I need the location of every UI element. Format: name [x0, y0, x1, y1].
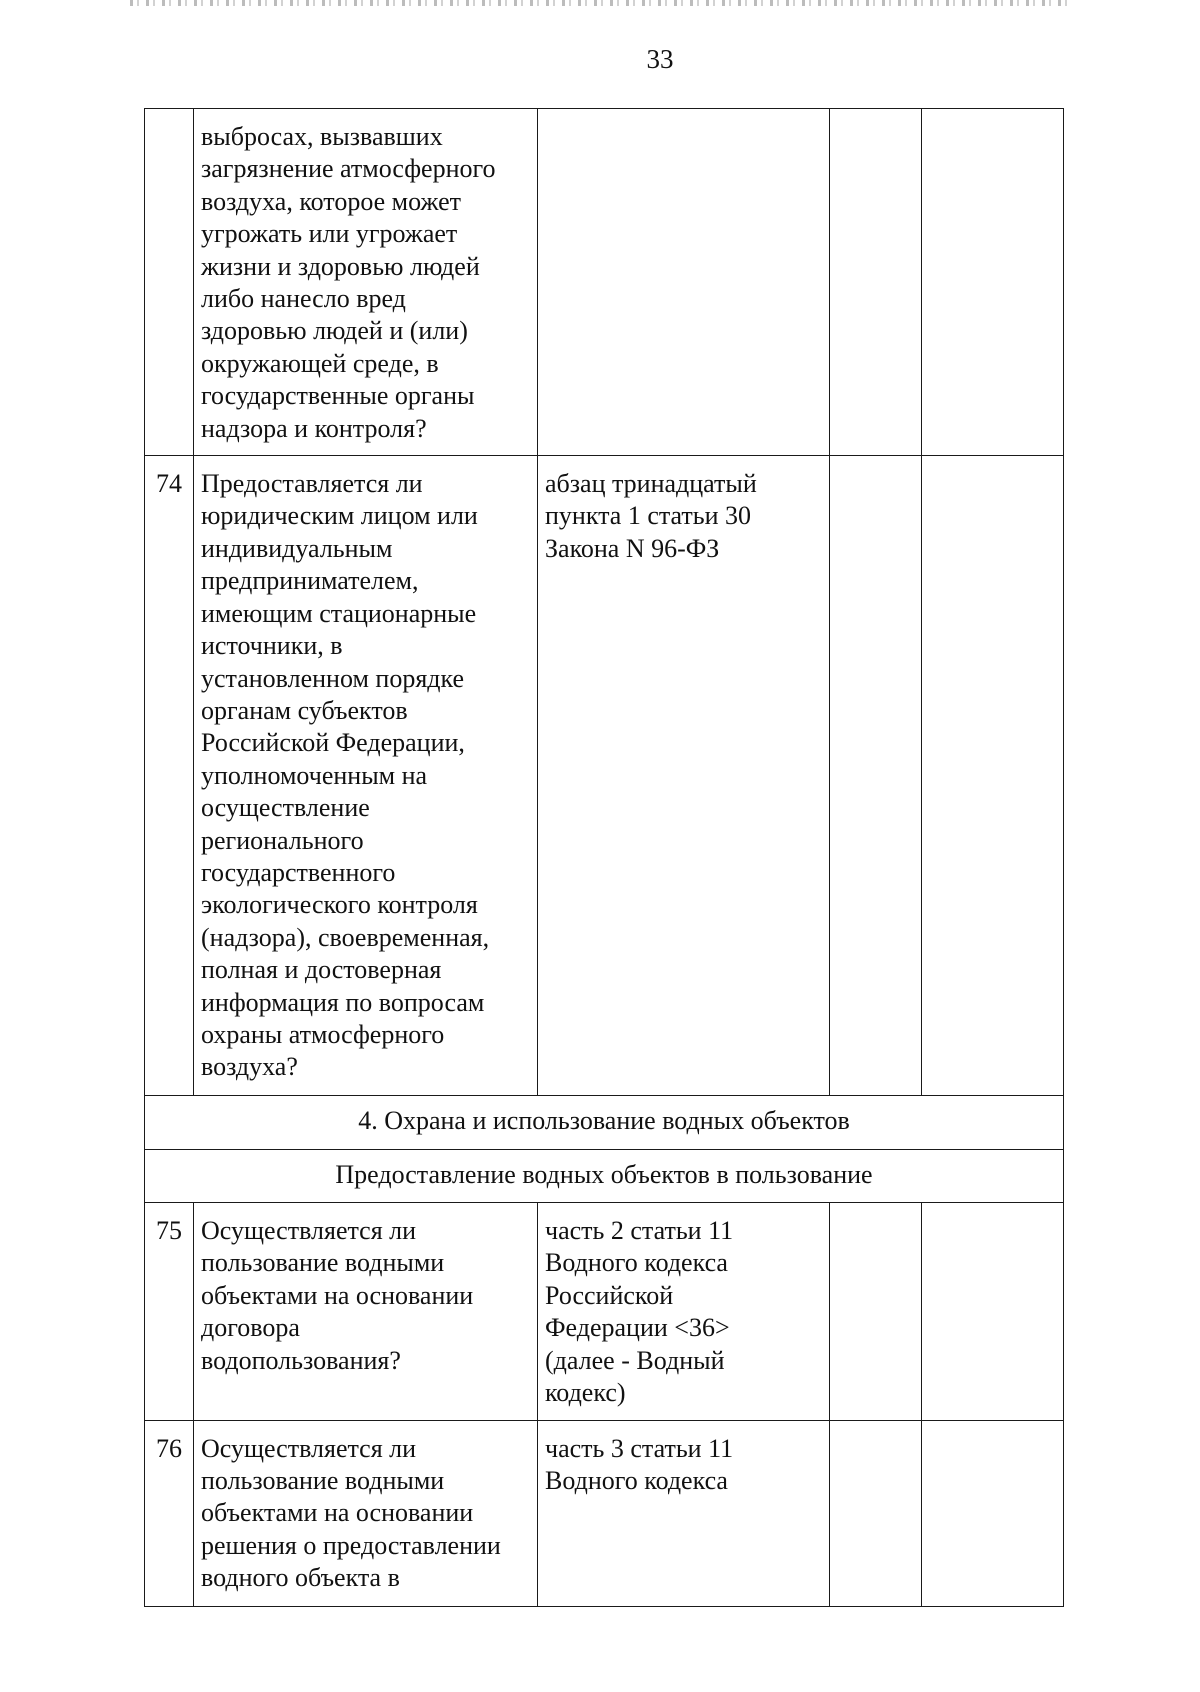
question-line: установленном порядке — [201, 663, 465, 693]
question-line: водного объекта в — [201, 1563, 400, 1593]
question-line: государственные органы — [201, 381, 475, 411]
question-line: индивидуальным — [201, 533, 393, 563]
question-line: Осуществляется ли — [201, 1433, 417, 1463]
question-line: водопользования? — [201, 1345, 401, 1375]
section-heading: 4. Охрана и использование водных объектов — [145, 1096, 1064, 1150]
question-line: жизни и здоровью людей — [201, 251, 480, 281]
note-cell — [922, 456, 1064, 1096]
table-row — [145, 1203, 1064, 1420]
question-line: (надзора), своевременная, — [201, 922, 490, 952]
question-line: выбросах, вызвавших — [201, 122, 443, 151]
section-heading: Предоставление водных объектов в пользование — [145, 1150, 1064, 1203]
question-line: Предоставляется ли — [201, 469, 423, 499]
item-number — [145, 109, 194, 456]
question-line: угрожать или угрожает — [201, 219, 458, 249]
reference-cell — [538, 109, 830, 456]
question-line: источники, в — [201, 631, 343, 661]
question-line: уполномоченным на — [201, 760, 428, 790]
question-cell — [194, 1420, 538, 1606]
question-line: охраны атмосферного — [201, 1019, 445, 1049]
reference-line: Федерации <36> — [545, 1313, 730, 1343]
table-row — [145, 456, 1064, 1096]
question-cell — [194, 1203, 538, 1420]
checklist-table — [144, 108, 1064, 1607]
note-cell — [922, 1203, 1064, 1420]
question-line: пользование водными — [201, 1248, 445, 1278]
answer-cell — [830, 1203, 922, 1420]
question-line: органам субъектов — [201, 695, 408, 725]
question-line: либо нанесло вред — [201, 284, 406, 314]
question-line: договора — [201, 1313, 300, 1343]
item-number: 76 — [145, 1420, 194, 1606]
question-line: объектами на основании — [201, 1280, 474, 1310]
answer-cell — [830, 1420, 922, 1606]
scan-artifact — [130, 0, 1070, 6]
reference-line: Российской — [545, 1280, 674, 1310]
question-line: решения о предоставлении — [201, 1530, 501, 1560]
question-line: Российской Федерации, — [201, 728, 465, 758]
reference-line: Водного кодекса — [545, 1465, 728, 1495]
note-cell — [922, 109, 1064, 456]
question-line: надзора и контроля? — [201, 413, 427, 443]
reference-line: кодекс) — [545, 1378, 626, 1408]
question-line: имеющим стационарные — [201, 598, 477, 628]
table-row — [145, 109, 1064, 456]
item-number: 74 — [145, 456, 194, 1096]
question-line: загрязнение атмосферного — [201, 154, 496, 184]
question-line: пользование водными — [201, 1465, 445, 1495]
section-heading-row — [145, 1150, 1064, 1203]
checklist-table-body — [145, 109, 1064, 1607]
question-cell — [194, 456, 538, 1096]
section-heading-row — [145, 1096, 1064, 1150]
reference-cell — [538, 1420, 830, 1606]
question-line: юридическим лицом или — [201, 501, 478, 531]
question-line: предпринимателем, — [201, 566, 419, 596]
reference-line: пункта 1 статьи 30 — [545, 501, 752, 531]
reference-cell — [538, 456, 830, 1096]
reference-line: (далее - Водный — [545, 1345, 725, 1375]
question-line: информация по вопросам — [201, 987, 485, 1017]
question-line: здоровью людей и (или) — [201, 316, 468, 346]
page-number: 33 — [646, 44, 674, 74]
question-line: регионального — [201, 825, 364, 855]
reference-line: абзац тринадцатый — [545, 469, 757, 499]
note-cell — [922, 1420, 1064, 1606]
question-line: государственного — [201, 857, 396, 887]
answer-cell — [830, 109, 922, 456]
item-number: 75 — [145, 1203, 194, 1420]
reference-line: Закона N 96-ФЗ — [545, 533, 720, 563]
question-line: воздуха? — [201, 1052, 298, 1082]
question-line: объектами на основании — [201, 1498, 474, 1528]
question-cell — [194, 109, 538, 456]
question-line: окружающей среде, в — [201, 348, 439, 378]
reference-line: часть 2 статьи 11 — [545, 1216, 734, 1246]
question-line: полная и достоверная — [201, 955, 442, 985]
question-line: Осуществляется ли — [201, 1216, 417, 1246]
answer-cell — [830, 456, 922, 1096]
reference-cell — [538, 1203, 830, 1420]
question-line: осуществление — [201, 793, 370, 823]
question-line: экологического контроля — [201, 890, 478, 920]
table-row — [145, 1420, 1064, 1606]
question-line: воздуха, которое может — [201, 186, 461, 216]
reference-line: часть 3 статьи 11 — [545, 1433, 734, 1463]
reference-line: Водного кодекса — [545, 1248, 728, 1278]
